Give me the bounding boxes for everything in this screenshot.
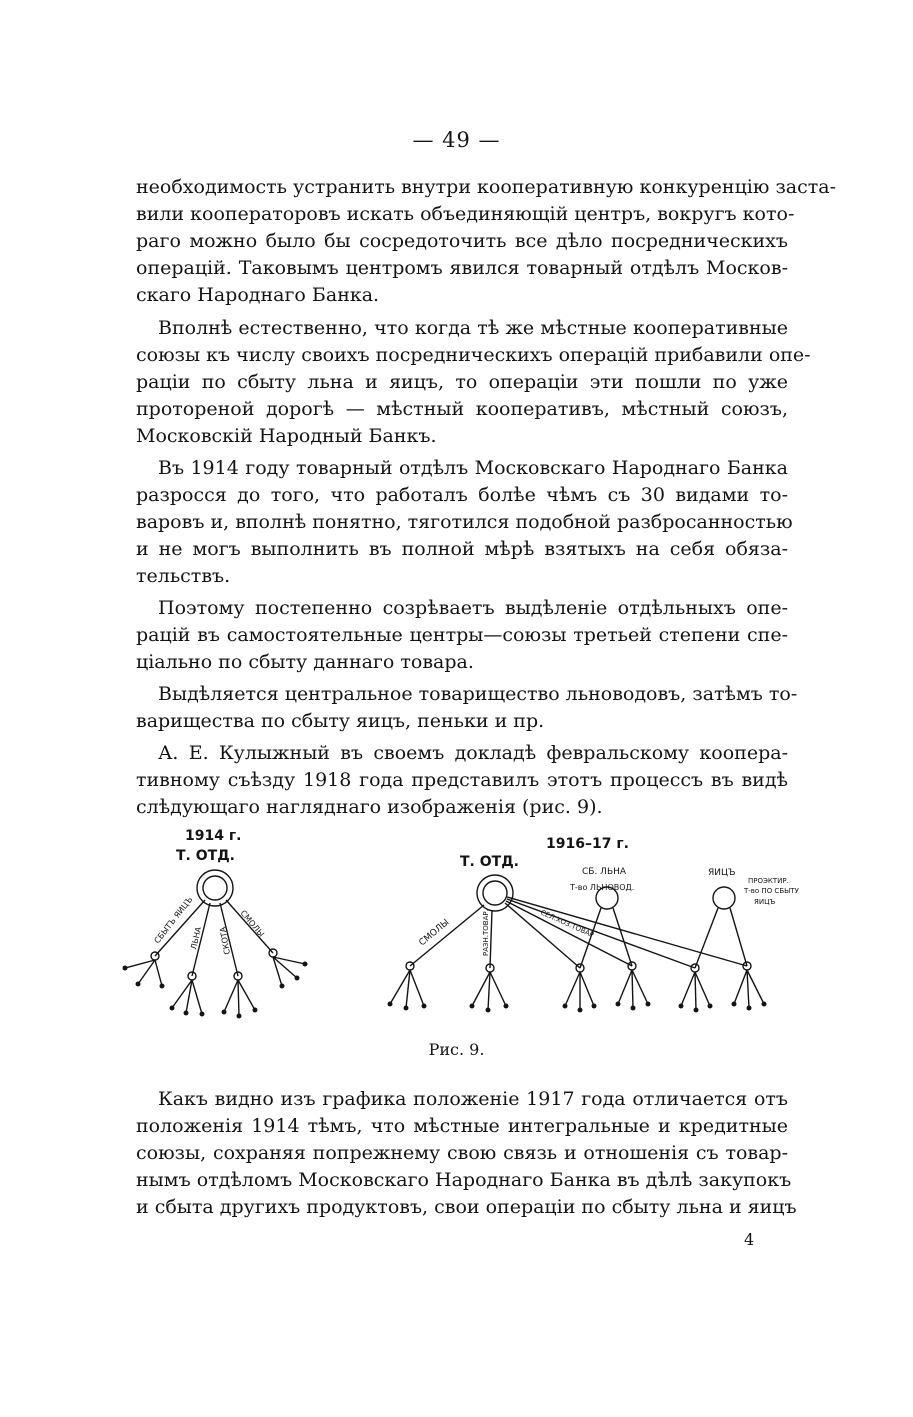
right-branch-label-2: РАЗН.ТОВАР. bbox=[482, 909, 490, 956]
egg-sub-label-3: ЯИЦЪ bbox=[754, 898, 776, 906]
text-line: Какъ видно изъ графика положеніе 1917 года отличается отъ bbox=[158, 1088, 788, 1110]
flax-label: СБ. ЛЬНА bbox=[582, 867, 627, 877]
left-branch-label-2: ЛЬНА bbox=[189, 926, 204, 951]
right-branch-label-3: СЕЛ.ХОЗ.ТОВАР bbox=[539, 908, 595, 940]
text-line: вили кооператоровъ искать объединяющій центръ, вокругъ кото- bbox=[136, 203, 795, 225]
text-line: скаго Народнаго Банка. bbox=[136, 284, 380, 306]
text-line: ціально по сбыту даннаго товара. bbox=[136, 651, 474, 673]
left-center-label: Т. ОТД. bbox=[176, 848, 235, 864]
right-year-label: 1916–17 г. bbox=[546, 836, 629, 852]
body-text-top bbox=[136, 174, 837, 821]
text-line: тельствъ. bbox=[136, 565, 231, 587]
text-line: положенія 1914 тѣмъ, что мѣстные интегральные и кредитные bbox=[136, 1115, 788, 1137]
text-line: разросся до того, что работалъ болѣе чѣмъ съ 30 видами то- bbox=[136, 484, 788, 506]
text-line: тивному съѣзду 1918 года представилъ этотъ процессъ въ видѣ bbox=[136, 769, 788, 791]
text-line: варищества по сбыту яицъ, пеньки и пр. bbox=[136, 710, 545, 732]
egg-node bbox=[713, 887, 735, 909]
text-line: необходимость устранить внутри кооперативную конкуренцію заста- bbox=[136, 176, 837, 198]
figure-caption: Рис. 9. bbox=[428, 1040, 485, 1059]
text-line: и сбыта другихъ продуктовъ, свои операціи по сбыту льна и яицъ bbox=[136, 1196, 797, 1218]
text-line: Въ 1914 году товарный отдѣлъ Московскаго Народнаго Банка bbox=[158, 457, 788, 479]
left-branch-label-1: СБЫТЪ ЯИЦЪ bbox=[152, 895, 195, 946]
left-branch-label-3: СКОТА bbox=[218, 926, 232, 956]
right-branch-label-1: СМОЛЫ bbox=[417, 917, 452, 949]
text-line: операцій. Таковымъ центромъ явился товарный отдѣлъ Москов- bbox=[136, 257, 788, 279]
page-number: — 49 — bbox=[412, 128, 501, 152]
text-line: Поэтому постепенно созрѣваетъ выдѣленіе отдѣльныхъ опе- bbox=[158, 597, 788, 619]
body-text-bottom bbox=[136, 1086, 797, 1221]
left-branch-label-4: СМОЛЫ bbox=[238, 908, 266, 939]
flax-sub-label: Т-во ЛЬНОВОД. bbox=[570, 883, 635, 892]
text-line: союзы, сохраняя попрежнему свою связь и отношенія съ товар- bbox=[136, 1142, 788, 1164]
text-line: варовъ и, вполнѣ понятно, тяготился подобной разбросанностью bbox=[136, 511, 793, 533]
text-line: раціи по сбыту льна и яицъ, то операціи эти пошли по уже bbox=[136, 371, 788, 393]
signature-number: 4 bbox=[744, 1230, 755, 1249]
text-line: Выдѣляется центральное товарищество льноводовъ, затѣмъ то- bbox=[158, 683, 798, 705]
text-line: Вполнѣ естественно, что когда тѣ же мѣстные кооперативные bbox=[158, 317, 788, 339]
egg-sub-label-1: ПРОЭКТИР. bbox=[748, 877, 789, 885]
text-line: и не могъ выполнить въ полной мѣрѣ взятыхъ на себя обяза- bbox=[136, 538, 788, 560]
text-line: нымъ отдѣломъ Московскаго Народнаго Банка въ дѣлѣ закупокъ bbox=[136, 1169, 792, 1191]
left-year-label: 1914 г. bbox=[185, 828, 242, 844]
text-line: слѣдующаго нагляднаго изображенія (рис. 9). bbox=[136, 796, 603, 818]
text-line: раго можно было бы сосредоточить все дѣло посредническихъ bbox=[136, 230, 788, 252]
figure-9-diagram bbox=[120, 818, 820, 1033]
text-line: протореной дорогѣ — мѣстный кооперативъ, мѣстный союзъ, bbox=[136, 398, 788, 420]
egg-label: ЯИЦЪ bbox=[708, 868, 736, 878]
text-line: А. Е. Кулыжный въ своемъ докладѣ февральскому коопера- bbox=[158, 742, 788, 764]
egg-sub-label-2: Т-во ПО СБЫТУ bbox=[744, 887, 799, 895]
text-line: Московскій Народный Банкъ. bbox=[136, 425, 437, 447]
right-center-label: Т. ОТД. bbox=[460, 854, 519, 870]
text-line: рацій въ самостоятельные центры—союзы третьей степени спе- bbox=[136, 624, 788, 646]
text-line: союзы къ числу своихъ посредническихъ операцій прибавили опе- bbox=[136, 344, 811, 366]
